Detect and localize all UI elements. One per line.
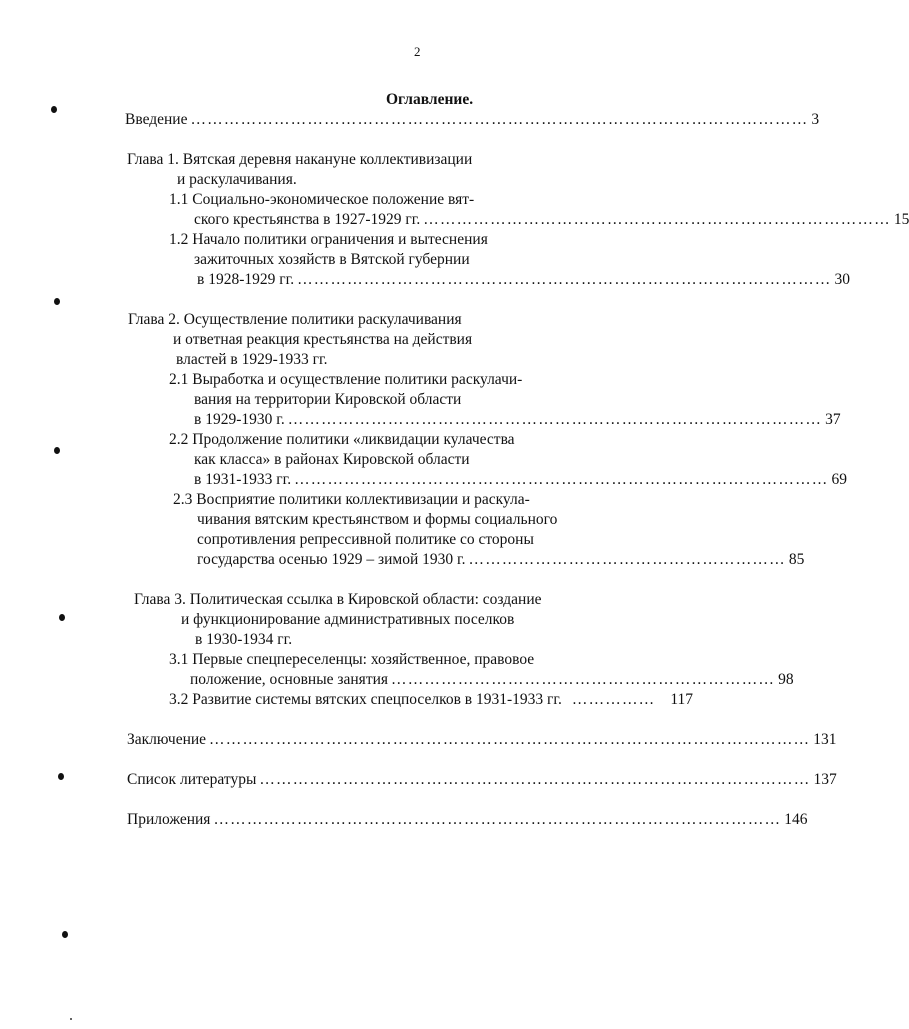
leader-dots: …………………………………………………………………………………… <box>294 471 829 488</box>
toc-page: 37 <box>825 411 841 428</box>
toc-page: 3 <box>811 111 820 128</box>
chapter-1-heading[interactable]: Глава 1. Вятская деревня накануне коллективизации <box>127 151 473 168</box>
toc-entry-section-2-3[interactable] <box>197 551 805 569</box>
toc-page: 15 <box>893 211 909 228</box>
toc-page: 131 <box>813 731 837 748</box>
toc-entry-conclusion[interactable] <box>127 731 837 749</box>
toc-page: 146 <box>784 811 808 828</box>
toc-entry-appendices[interactable] <box>127 811 808 829</box>
scan-mark-dot <box>59 614 65 621</box>
toc-entry-section-2-1[interactable] <box>194 411 841 429</box>
leader-dots: …………………………………………………………………………………… <box>297 271 832 288</box>
toc-label: Введение <box>125 111 188 128</box>
section-2-3-line3: сопротивления репрессивной политике со стороны <box>197 531 534 548</box>
toc-entry-section-1-2[interactable] <box>197 271 850 289</box>
page-number: 2 <box>414 44 421 59</box>
scan-mark-dot <box>54 447 60 454</box>
section-1-2-line2: зажиточных хозяйств в Вятской губернии <box>194 251 470 268</box>
toc-label: ского крестьянства в 1927-1929 гг. <box>194 211 421 228</box>
section-2-1-line2: вания на территории Кировской области <box>194 391 462 408</box>
toc-entry-section-3-2[interactable] <box>169 691 693 709</box>
toc-label: Список литературы <box>127 771 257 788</box>
toc-page: 85 <box>788 551 805 568</box>
toc-entry-bibliography[interactable] <box>127 771 837 789</box>
section-2-1-line1[interactable]: 2.1 Выработка и осуществление политики раскулачи- <box>169 371 523 388</box>
section-2-2-line2: как класса» в районах Кировской области <box>194 451 470 468</box>
section-2-3-line2: чивания вятским крестьянством и формы социального <box>197 511 558 528</box>
leader-dots: ………………………………………………………………………… <box>423 211 891 228</box>
leader-dots: …………… <box>571 691 656 708</box>
section-3-1-line1[interactable]: 3.1 Первые спецпереселенцы: хозяйственное, правовое <box>169 651 535 668</box>
leader-dots: …………………………………………………………………………………… <box>287 411 823 428</box>
leader-dots: ………………………………………………… <box>468 551 786 568</box>
chapter-1-heading-cont: и раскулачивания. <box>177 171 297 188</box>
section-2-2-line1[interactable]: 2.2 Продолжение политики «ликвидации кулачества <box>169 431 515 448</box>
chapter-3-heading-cont2: в 1930-1934 гг. <box>195 631 293 648</box>
section-1-1-line1[interactable]: 1.1 Социально-экономическое положение вят- <box>169 191 475 208</box>
toc-label: Приложения <box>127 811 211 828</box>
chapter-2-heading-cont2: властей в 1929-1933 гг. <box>176 351 328 368</box>
toc-page: 98 <box>778 671 794 688</box>
scan-mark-dot <box>51 106 57 113</box>
scan-mark-dot <box>58 773 64 780</box>
toc-label: 3.2 Развитие системы вятских спецпоселков в 1931-1933 гг. <box>169 691 562 708</box>
chapter-2-heading-cont1: и ответная реакция крестьянства на действия <box>173 331 473 348</box>
toc-entry-section-2-2[interactable] <box>194 471 847 489</box>
toc-label: в 1929-1930 г. <box>194 411 285 428</box>
toc-label: в 1928-1929 гг. <box>197 271 295 288</box>
toc-page: 137 <box>813 771 837 788</box>
chapter-3-heading[interactable]: Глава 3. Политическая ссылка в Кировской области: создание <box>134 591 542 608</box>
toc-page: 117 <box>670 691 693 708</box>
section-1-2-line1[interactable]: 1.2 Начало политики ограничения и вытеснения <box>169 231 488 248</box>
section-2-3-line1[interactable]: 2.3 Восприятие политики коллективизации и раскула- <box>173 491 530 508</box>
toc-label: положение, основные занятия <box>190 671 389 688</box>
toc-entry-section-3-1[interactable] <box>190 671 794 689</box>
leader-dots: ……………………………………………………………………………………… <box>259 771 811 788</box>
leader-dots: ……………………………………………………………………………………………… <box>209 731 811 748</box>
chapter-3-heading-cont1: и функционирование административных поселков <box>181 611 515 628</box>
leader-dots: …………………………………………………………… <box>391 671 776 688</box>
toc-label: Заключение <box>127 731 207 748</box>
toc-entry-section-1-1[interactable] <box>194 211 909 229</box>
toc-entry-intro[interactable] <box>125 111 820 129</box>
toc-page: 30 <box>834 271 850 288</box>
scan-mark-dot <box>54 298 60 305</box>
chapter-2-heading[interactable]: Глава 2. Осуществление политики раскулачивания <box>128 311 462 328</box>
toc-label: в 1931-1933 гг. <box>194 471 292 488</box>
leader-dots: ………………………………………………………………………………………… <box>213 811 782 828</box>
scan-speck <box>70 1018 72 1020</box>
scan-mark-dot <box>62 931 68 938</box>
page-title: Оглавление. <box>386 91 474 108</box>
leader-dots: ………………………………………………………………………………………………… <box>190 111 809 128</box>
toc-label: государства осенью 1929 – зимой 1930 г. <box>197 551 466 568</box>
toc-page: 69 <box>831 471 847 488</box>
